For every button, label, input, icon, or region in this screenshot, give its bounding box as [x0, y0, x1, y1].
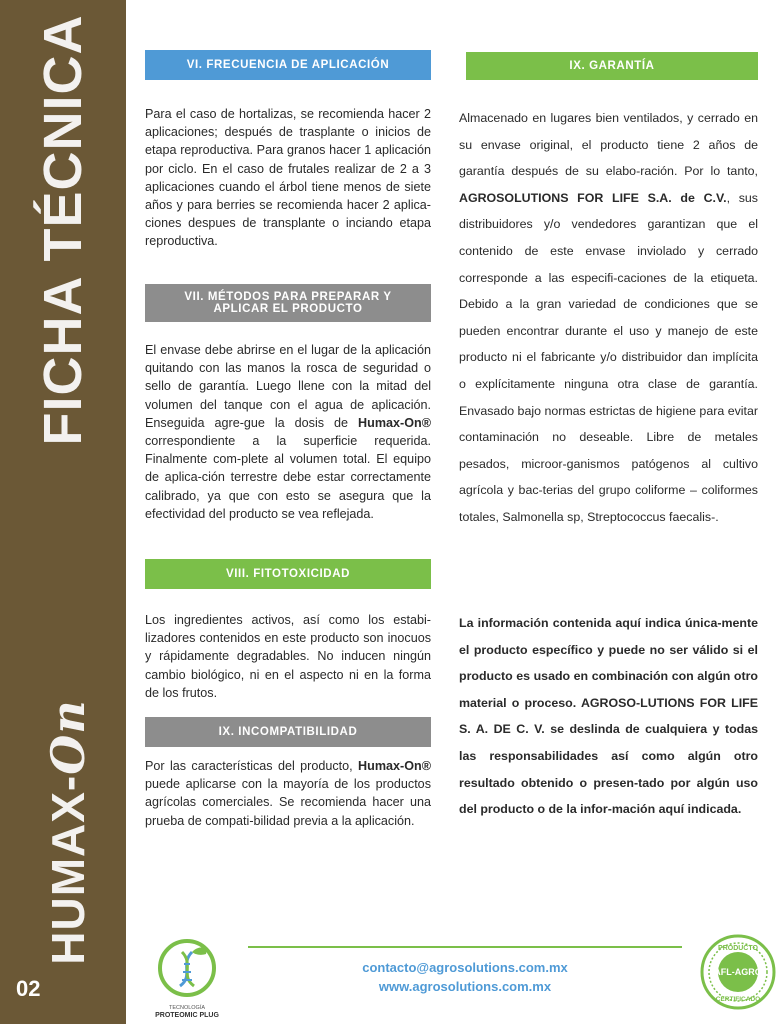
- section-header-garantia: IX. GARANTÍA: [466, 52, 758, 80]
- section-text-frecuencia: Para el caso de hortalizas, se recomienda hacer 2 aplicaciones; después de trasplante o inicios de etapa reproductiva. Para granos hacer 1 aplicación por ciclo. En el caso de frutales realizar de 2 a 3 aplicaciones cuando el árbol tiene menos de siete años y para berries se recomienda hacer 2 aplica-ciones despues de transplante o inciando etapa reproductiva.: [145, 107, 431, 249]
- section-header-incompatibilidad: IX. INCOMPATIBILIDAD: [145, 717, 431, 747]
- svg-text:CERTIFICADO: CERTIFICADO: [715, 996, 761, 1003]
- company-name: AGROSOLUTIONS FOR LIFE S.A. de C.V.: [459, 190, 727, 205]
- page-number: 02: [16, 976, 41, 1001]
- proteomic-plug-logo: [150, 936, 224, 1020]
- section-text-metodos: El envase debe abrirse en el lugar de la aplicación quitando con las manos la rosca de seguridad o sello de garantía. Luego llene con la mitad del volumen del tanque con el agua de aplicación. Enseguida agre-gue la dosis de Humax-On® correspondiente a la superficie requerida. Finalmente com-plete al volumen total. El equipo de aplica-ción terrestre debe estar correctamente calibrado, ya que con esto se asegura que la efectividad del producto se vea reflejada.: [145, 343, 431, 521]
- sidebar: [0, 0, 126, 1024]
- brand-name: Humax-On®: [358, 759, 431, 773]
- brand-name: Humax-On®: [358, 415, 431, 430]
- footer-divider: [248, 946, 682, 948]
- contact-email[interactable]: contacto@agrosolutions.com.mx: [362, 960, 568, 975]
- svg-text:PROTEOMIC PLUG: PROTEOMIC PLUG: [155, 1012, 219, 1019]
- product-name: HUMAX-On: [41, 699, 95, 965]
- contact-website[interactable]: www.agrosolutions.com.mx: [378, 979, 552, 994]
- section-text-fitotoxicidad: Los ingredientes activos, así como los estabi-lizadores contenidos en este producto son inocuos y rápidamente degradables. No inducen ningún cambio biológico, ni en el aspecto ni en la forma de los frutos.: [145, 613, 431, 700]
- certified-product-seal: [700, 934, 776, 1010]
- section-header-fitotoxicidad: VIII. FITOTOXICIDAD: [145, 559, 431, 589]
- svg-text:TECNOLOGÍA: TECNOLOGÍA: [168, 1005, 206, 1011]
- dna-plant-icon: [150, 936, 224, 1020]
- section-header-metodos: VII. MÉTODOS PARA PREPARAR Y APLICAR EL PRODUCTO: [145, 284, 431, 322]
- certification-seal-icon: [700, 934, 776, 1010]
- disclaimer-text: La información contenida aquí indica única-mente el producto específico y puede no ser válido si el producto es usado en combinación con algún otro material o proceso. AGROSO-LUTIONS FOR LIFE S. A. DE C. V. se deslinda de cualquiera y todas las responsabilidades así como algún otro resultado obtenido o presen-tado por algún uso del producto o de la infor-mación aquí indicada.: [459, 616, 758, 817]
- svg-text:PRODUCTO: PRODUCTO: [718, 945, 758, 952]
- section-text-incompatibilidad: Por las características del producto, Humax-On® puede aplicarse con la mayoría de los productos agrícolas comerciales. Se recomienda hacer una prueba de compati-bilidad previa a la aplicación.: [145, 759, 431, 828]
- document-type-title: FICHA TÉCNICA: [33, 14, 93, 446]
- svg-text:AFL-AGRO: AFL-AGRO: [714, 967, 762, 977]
- section-header-frecuencia: VI. FRECUENCIA DE APLICACIÓN: [145, 50, 431, 80]
- contact-info: [330, 958, 600, 996]
- section-text-garantia: Almacenado en lugares bien ventilados, y cerrado en su envase original, el producto tiene 2 años de garantía después de su elabo-ración. Por lo tanto, AGROSOLUTIONS FOR LIFE S.A. de C.V., sus distribuidores y/o vendedores garantizan que el contenido de este envase inviolado y cerrado corresponde a las especifi-caciones de la etiqueta. Debido a la gran variedad de condiciones que se pueden encontrar durante el uso y manejo de este producto ni el fabricante y/o distribuidor dan implícita o explícitamente ninguna otra clase de garantía. Envasado bajo normas estrictas de higiene para evitar contaminación no deseable. Libre de metales pesados, microor-ganismos patógenos al cultivo agrícola y bac-terias del grupo coliforme – coliformes totales, Salmonella sp, Streptococcus faecalis-.: [459, 111, 759, 524]
